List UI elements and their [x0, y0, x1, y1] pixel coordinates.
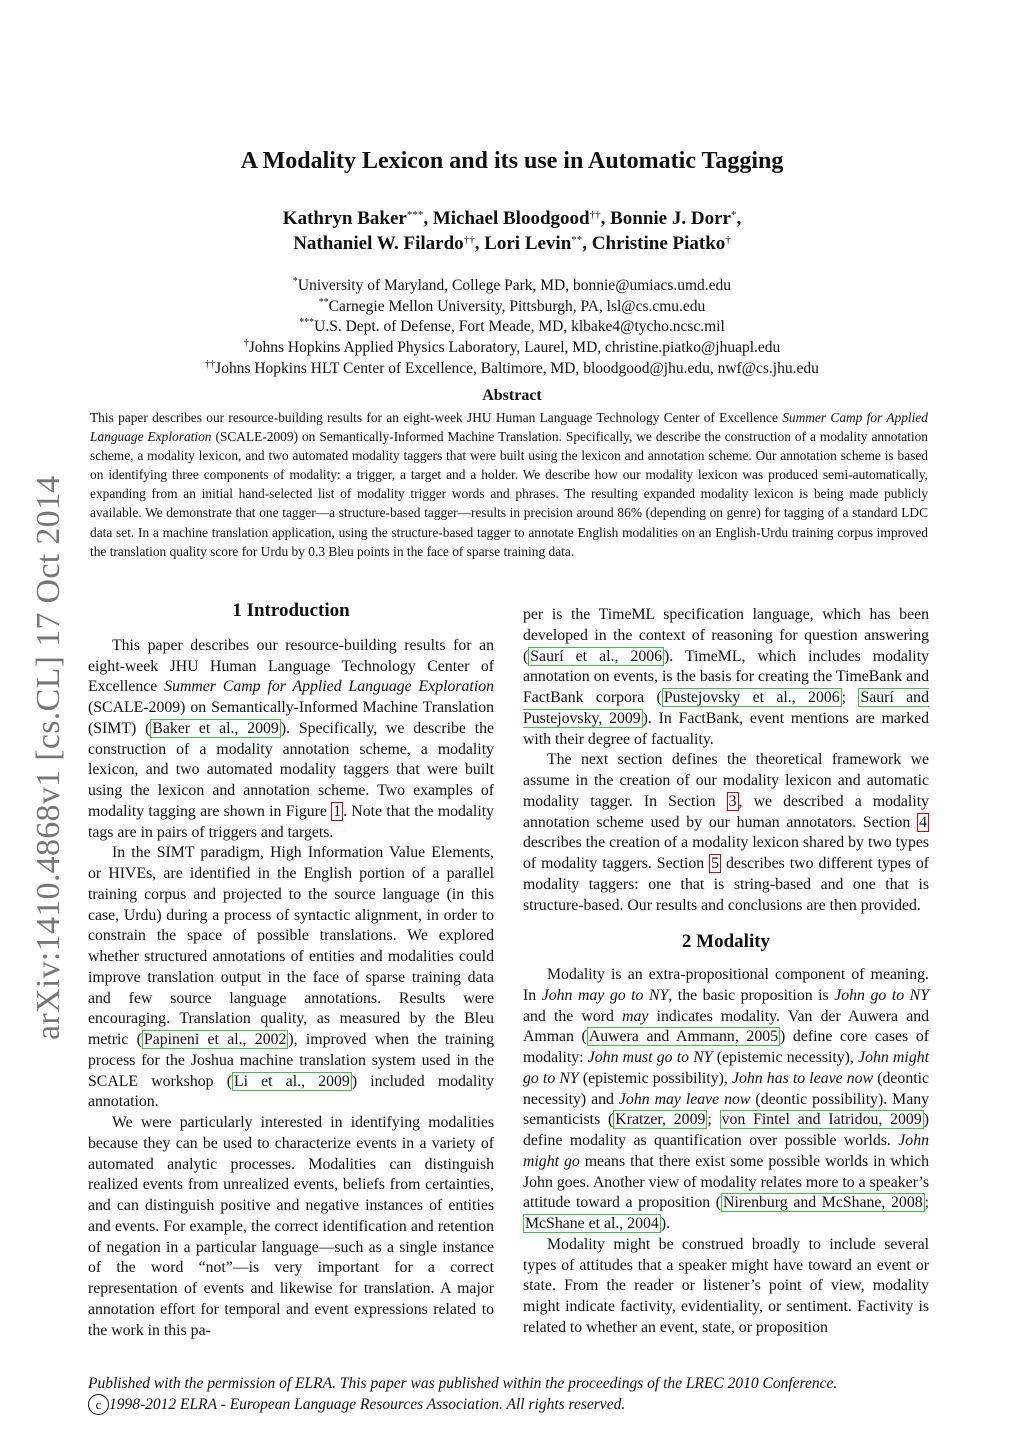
affiliation-mark: † [243, 338, 249, 349]
paragraph-text: ) define core cases of modality: [523, 1028, 929, 1066]
footer-note [88, 1373, 948, 1415]
citation-link[interactable]: Kratzer, 2009 [615, 1111, 706, 1129]
paragraph [523, 605, 929, 750]
paragraph-text: ). In FactBank, event mentions are marked with their degree of factuality. [523, 709, 930, 748]
paragraph-text: The next section defines the theoretical framework we assume in the creation of our modality lexicon and automatic modality tagger. In Section [523, 751, 929, 810]
citation-link[interactable]: Auwera and Ammann, 2005 [588, 1028, 779, 1046]
emphasis-text: John may go to NY [541, 986, 669, 1004]
paragraph-text: (epistemic necessity), [712, 1049, 859, 1066]
figure-ref-link[interactable]: 1 [333, 802, 342, 820]
paragraph-text: ) included modality annotation. [88, 1072, 494, 1111]
author-separator: , [474, 233, 485, 254]
copyright-icon: c [88, 1394, 109, 1415]
author-name: Michael Bloodgood [432, 208, 590, 229]
citation-link[interactable]: Baker et al., 2009 [152, 719, 279, 737]
author-name: Lori Levin [484, 233, 572, 254]
paragraph [88, 843, 494, 1113]
citation-separator: ; [841, 689, 859, 706]
emphasis-text: Summer Camp for Applied Language Exploration [164, 678, 495, 696]
citation-link[interactable]: Pustejovsky et al., 2006 [663, 689, 840, 706]
right-column [523, 605, 929, 1339]
citation-separator: ; [707, 1111, 720, 1129]
section-heading-modality: 2 Modality [681, 931, 771, 953]
footer-line-1: Published with the permission of ELRA. This paper was published within the proceedings of the LREC 2010 Conference. [88, 1375, 838, 1392]
citation-link[interactable]: Saurí and Pustejovsky, 2009 [523, 689, 929, 727]
paragraph-text: , we described a modality annotation scheme used by our human annotators. Section [523, 792, 929, 831]
affiliation-text: Johns Hopkins Applied Physics Laboratory, Laurel, MD, christine.piatko@jhuapl.edu [248, 339, 781, 356]
citation-link[interactable]: Li et al., 2009 [233, 1072, 350, 1090]
paragraph-text: describes two different types of modality taggers: one that is string-based and one that is structure-based. Our results and conclusions are then provided. [523, 855, 929, 914]
paragraph-text: ). Specifically, we describe the construction of a modality annotation scheme, a modality lexicon, and two automated modality taggers that were built using the lexicon and annotation scheme. Two examples of modality tagging are shown in Figure [88, 719, 494, 820]
emphasis-text: John might go [523, 1132, 929, 1170]
emphasis-text: John go to NY [834, 986, 929, 1004]
abstract-heading: Abstract [482, 387, 542, 404]
paragraph [523, 965, 929, 1235]
paragraph-text: (deontic possibility). Many semanticists ( [523, 1090, 929, 1129]
footer-line-2-text: 1998-2012 ELRA - European Language Resources Association. All rights reserved. [109, 1396, 626, 1413]
paragraph-text: and the word [523, 1007, 623, 1025]
paper-title: A Modality Lexicon and its use in Automatic Tagging [240, 148, 784, 174]
author-mark: † [725, 234, 731, 246]
abstract-text: This paper describes our resource-building results for an eight-week JHU Human Language Technology Center of Excellence [90, 410, 783, 425]
affiliation [0, 277, 1024, 295]
affiliation [0, 339, 1024, 357]
arxiv-stamp: arXiv:1410.4868v1 [cs.CL] 17 Oct 2014 [30, 475, 67, 1040]
paragraph-text: . Note that the modality tags are in pairs of triggers and targets. [88, 802, 494, 841]
paragraph-text: (deontic necessity) and [523, 1069, 930, 1108]
paragraph-text: ) define modality as quantification over possible worlds. [523, 1111, 929, 1149]
author-mark: †† [589, 209, 601, 221]
abstract-emphasis: Summer Camp for Applied Language Exploration [90, 410, 928, 445]
affiliation-text: University of Maryland, College Park, MD, bonnie@umiacs.umd.edu [297, 277, 732, 294]
left-column [88, 601, 494, 1341]
paragraph-text: indicates modality. Van der Auwera and Amman ( [523, 1007, 930, 1046]
emphasis-text: John must go to NY [587, 1049, 713, 1066]
section-ref-link[interactable]: 5 [711, 855, 720, 872]
citation-separator: ; [924, 1194, 930, 1212]
affiliation-text: Johns Hopkins HLT Center of Excellence, Baltimore, MD, bloodgood@jhu.edu, nwf@cs.jhu.edu [215, 360, 819, 377]
paragraph-text: ), improved when the training process for the Joshua machine translation system used in the SCALE workshop ( [88, 1031, 495, 1090]
emphasis-text: may [622, 1007, 649, 1025]
author-name: Bonnie J. Dorr [610, 208, 731, 229]
paragraph-text: Modality is an extra-propositional component of meaning. In [523, 966, 929, 1004]
affiliation [0, 360, 1024, 378]
emphasis-text: John may leave now [618, 1090, 751, 1108]
author-separator: , [423, 208, 433, 229]
paragraph [523, 750, 929, 916]
footer-line-2 [88, 1394, 948, 1415]
citation-link[interactable]: Saurí et al., 2006 [530, 647, 663, 665]
emphasis-text: John has to leave now [731, 1069, 874, 1087]
affiliation [0, 298, 1024, 316]
section-heading-introduction: 1 Introduction [232, 600, 350, 621]
paragraph-text: ). TimeML, which includes modality annotation on events, is the basis for creating the TimeBank and FactBank corpora ( [523, 647, 929, 706]
citation-link[interactable]: von Fintel and Iatridou, 2009 [721, 1111, 922, 1129]
author-separator: , [600, 208, 611, 229]
author-separator: , [582, 233, 592, 254]
paragraph-text: (epistemic possibility), [578, 1069, 732, 1087]
paragraph-text: This paper describes our resource-building results for an eight-week JHU Human Language Technology Center of Excellence [88, 636, 494, 696]
affiliation-text: U.S. Dept. of Defense, Fort Meade, MD, klbake4@tycho.ncsc.mil [314, 318, 725, 335]
paragraph-text: describes the creation of a modality lexicon shared by two types of modality taggers. Section [523, 834, 929, 872]
author-name: Nathaniel W. Filardo [293, 233, 464, 254]
author-line-1 [0, 208, 1024, 230]
paragraph-text: (SCALE-2009) on Semantically-Informed Machine Translation (SIMT) ( [88, 699, 494, 737]
author-mark: * [730, 209, 737, 221]
emphasis-text: John might go to NY [523, 1049, 930, 1087]
paragraph [88, 636, 494, 844]
affiliation [0, 318, 1024, 336]
paragraph-text: ). [660, 1215, 671, 1232]
section-ref-link[interactable]: 3 [728, 792, 737, 810]
affiliation-mark: *** [299, 317, 315, 328]
affiliation-mark: †† [205, 359, 216, 370]
affiliation-mark: ** [318, 297, 329, 308]
paragraph-text: per is the TimeML specification language, which has been developed in the context of reasoning for question answering ( [523, 606, 929, 665]
author-separator: , [736, 208, 742, 229]
citation-link[interactable]: McShane et al., 2004 [525, 1215, 659, 1232]
author-mark: *** [406, 209, 424, 221]
author-line-2 [0, 233, 1024, 255]
author-name: Christine Piatko [591, 233, 726, 254]
affiliation-mark: * [292, 276, 298, 287]
author-name: Kathryn Baker [282, 208, 407, 229]
abstract-text: (SCALE-2009) on Semantically-Informed Machine Translation. Specifically, we describe the construction of a modality annotation scheme, a modality lexicon, and two automated modality taggers that were built using the lexicon and annotation scheme. Our annotation scheme is based on identifying three components of modality: a trigger, a target and a holder. We describe how our modality lexicon was produced semi-automatically, expanding from an initial hand-selected list of modality trigger words and phrases. The resulting expanded modality lexicon is being made publicly available. We demonstrate that one tagger—a structure-based tagger—results in precision around 86% (depending on genre) for tagging of a standard LDC data set. In a machine translation application, using the structure-based tagger to annotate English modalities on an English-Urdu training corpus improved the translation quality score for Urdu by 0.3 Bleu points in the face of sparse training data. [90, 429, 928, 559]
paragraph: We were particularly interested in identifying modalities because they can be used to characterize events in a variety of automated analytic processes. Modalities can distinguish realized events from unrealized events, beliefs from certainties, and can distinguish positive and negative instances of entities and events. For example, the correct identification and retention of negation in a particular language—such as a single instance of the word “not”—is very important for a correct representation of events and likewise for translation. A major annotation effort for temporal and event expressions related to the work in this pa- [88, 1114, 494, 1339]
section-ref-link[interactable]: 4 [919, 813, 927, 831]
paragraph: Modality might be construed broadly to include several types of attitudes that a speaker might have toward an event or state. From the reader or listener’s point of view, modality might indicate factivity, evidentiality, or sentiment. Factivity is related to whether an event, state, or proposition [523, 1235, 929, 1336]
citation-link[interactable]: Nirenburg and McShane, 2008 [723, 1194, 923, 1212]
affiliation-text: Carnegie Mellon University, Pittsburgh, PA, lsl@cs.cmu.edu [328, 298, 706, 315]
paragraph-text: means that there exist some possible worlds in which John goes. Another view of modality relates more to a speaker’s attitude toward a proposition ( [523, 1152, 930, 1212]
paragraph-text: In the SIMT paradigm, High Information Value Elements, or HIVEs, are identified in the English portion of a parallel training corpus and projected to the source language (in this case, Urdu) during a process of syntactic alignment, in order to constrain the space of possible translations. We explored whether structured annotations of entities and modalities could improve translation output in the face of sparse training data and few source language annotations. Results were encouraging. Translation quality, as measured by the Bleu metric ( [88, 844, 494, 1048]
paragraph-text: , the basic proposition is [668, 986, 835, 1004]
author-mark: ** [571, 234, 583, 246]
citation-link[interactable]: Papineni et al., 2002 [143, 1031, 287, 1048]
abstract-body [90, 408, 928, 561]
author-mark: †† [463, 234, 475, 246]
